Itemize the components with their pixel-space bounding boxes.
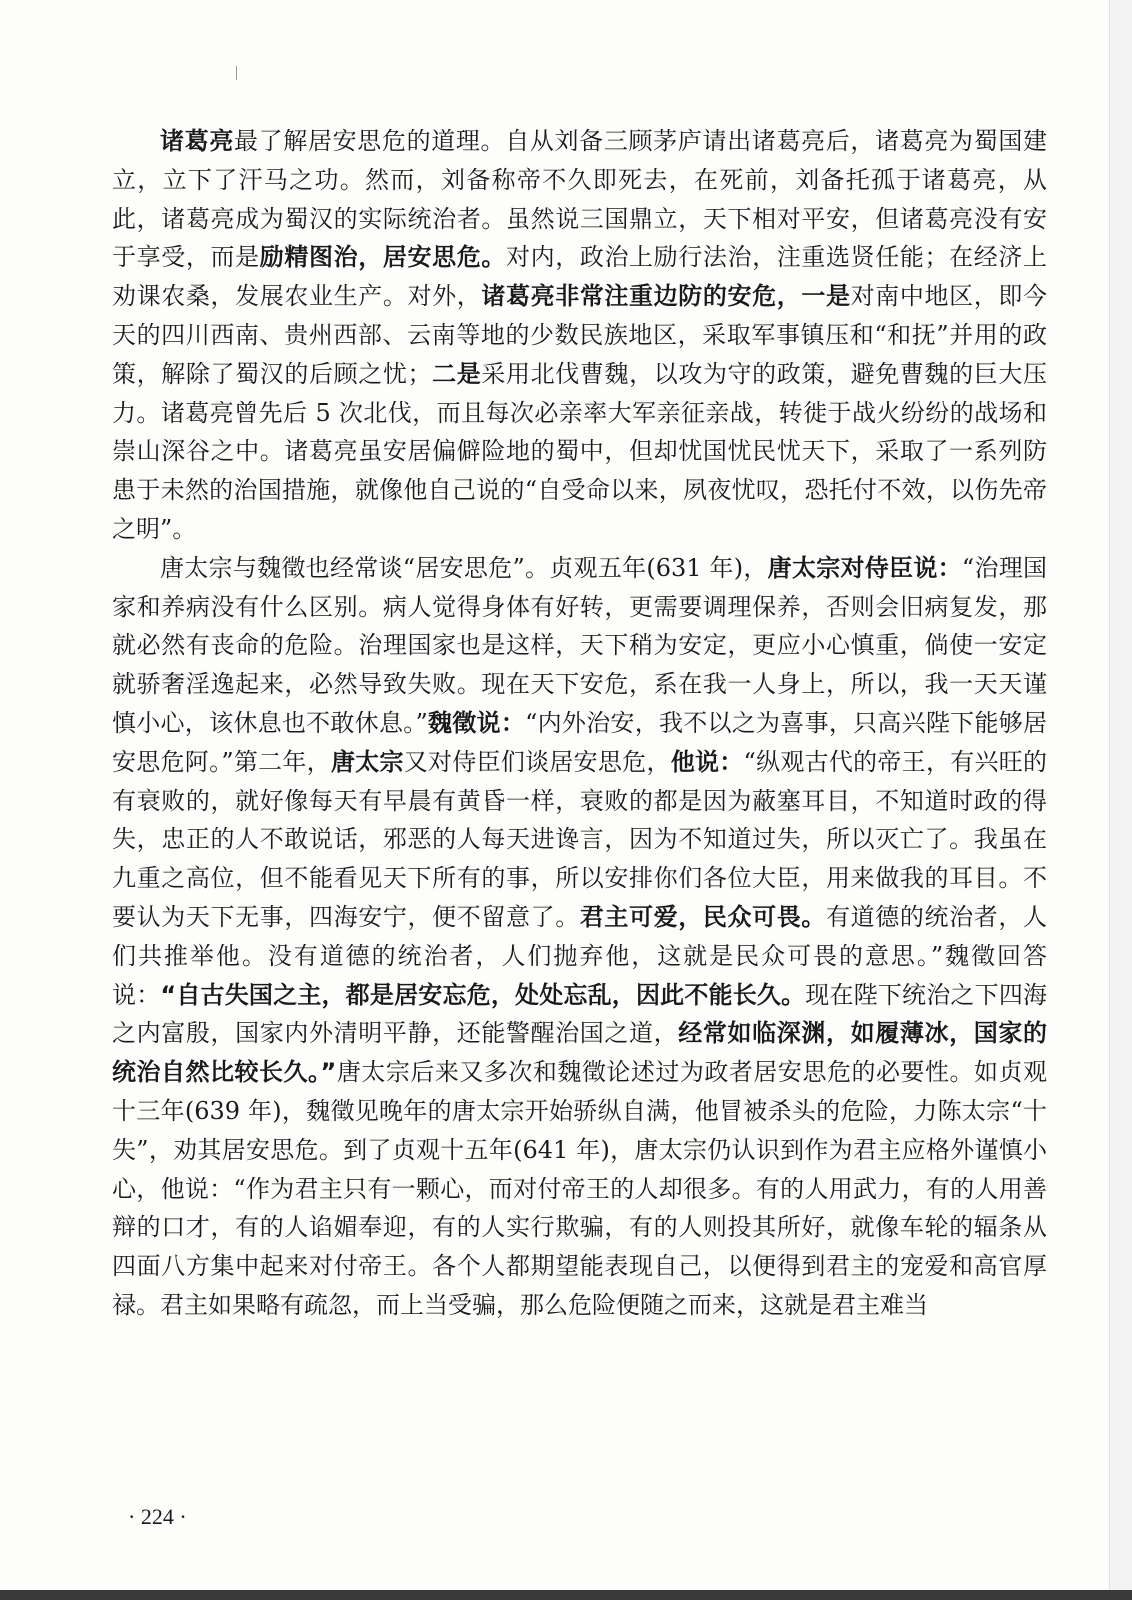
bold-span: 他说： bbox=[670, 747, 744, 776]
page-number: · 224 · bbox=[128, 1504, 187, 1529]
text-span: 对内，政治上励行法治，注重选贤任能；在经济上劝课农桑，发展农业生产。对外， bbox=[112, 243, 1048, 311]
text-span: 唐太宗后来又多次和魏徵论述过为政者居安思危的必要性。如贞观十三年(639 年)，魏徵见晚年的唐太宗开始骄纵自满，他冒被杀头的危险，力陈太宗“十失”，劝其居安思危。到了贞观十五年(641 年)，唐太宗仍认识到作为君主应格外谨慎小心，他说：“作为君主只有一颗心，而对付帝王的人却很多。有的人用武力，有的人用善辩的口才，有的人谄媚奉迎，有的人实行欺骗，有的人则投其所好，就像车轮的辐条从四面八方集中起来对付帝王。各个人都期望能表现自己，以便得到君主的宠爱和高官厚禄。君主如果略有疏忽，而上当受骗，那么危险便随之而来，这就是君主难当 bbox=[112, 1058, 1047, 1319]
scan-mark bbox=[236, 66, 237, 80]
text-span: 最了解居安思危的道理。自从刘备三顾茅庐请出诸葛亮后，诸葛亮为蜀国建立，立下了汗马之功。然而，刘备称帝不久即死去，在死前，刘备托孤于诸葛亮，从此，诸葛亮成为蜀汉的实际统治者。虽然说三国鼎立，天下相对平安，但诸葛亮没有安于享受，而是 bbox=[112, 127, 1048, 272]
text-span: “纵观古代的帝王，有兴旺的有衰败的，就好像每天有早晨有黄昏一样，衰败的都是因为蔽塞耳目，不知道时政的得失，忠正的人不敢说话，邪恶的人每天进谗言，因为不知道过失，所以灭亡了。我虽在九重之高位，但不能看见天下所有的事，所以安排你们各位大臣，用来做我的耳目。不要认为天下无事，四海安宁，便不留意了。 bbox=[112, 747, 1048, 931]
bold-span: 励精图治，居安思危。 bbox=[259, 243, 506, 272]
bold-span: “自古失国之主，都是居安忘危，处处忘乱，因此不能长久。 bbox=[160, 980, 806, 1009]
bold-span: 诸葛亮非常注重边防的安危，一是 bbox=[481, 282, 851, 311]
text-span: 对南中地区，即今天的四川西南、贵州西部、云南等地的少数民族地区，采取军事镇压和“和抚”并用的政策，解除了蜀汉的后顾之忧； bbox=[112, 282, 1048, 388]
bold-span: 二是 bbox=[431, 359, 482, 388]
text-span: 又对侍臣们谈居安思危， bbox=[403, 747, 671, 776]
text-span: “内外治安，我不以之为喜事，只高兴陛下能够居安思危阿。”第二年， bbox=[112, 708, 1047, 776]
text-span: “治理国家和养病没有什么区别。病人觉得身体有好转，更需要调理保养，否则会旧病复发，那就必然有丧命的危险。治理国家也是这样，天下稍为安定，更应小心慎重，倘使一安定就骄奢淫逸起来，必然导致失败。现在天下安危，系在我一人身上，所以，我一天天谨慎小心，该休息也不敢休息。” bbox=[112, 553, 1048, 737]
scan-bottom-edge bbox=[0, 1590, 1132, 1600]
bold-span: 唐太宗对侍臣说： bbox=[767, 553, 962, 582]
scan-edge-strip bbox=[1109, 0, 1132, 1600]
body-text bbox=[112, 122, 1047, 1325]
paragraph-zhuge-liang bbox=[112, 122, 1047, 549]
text-span: 唐太宗与魏徵也经常谈“居安思危”。贞观五年(631 年)， bbox=[160, 553, 768, 582]
bold-span: 诸葛亮 bbox=[160, 127, 234, 155]
paragraph-tang-taizong bbox=[112, 549, 1047, 1325]
bold-span: 魏徵说： bbox=[427, 708, 526, 737]
bold-span: 唐太宗 bbox=[330, 747, 404, 776]
bold-span: 经常如临深渊，如履薄冰，国家的统治自然比较长久。” bbox=[112, 1019, 1047, 1087]
text-span: 现在陛下统治之下四海之内富殷，国家内外清明平静，还能警醒治国之道， bbox=[112, 980, 1048, 1048]
bold-span: 君主可爱，民众可畏。 bbox=[579, 902, 827, 931]
text-span: 有道德的统治者，人们共推举他。没有道德的统治者，人们抛弃他，这就是民众可畏的意思。”魏徵回答说： bbox=[112, 902, 1048, 1009]
text-span: 采用北伐曹魏，以攻为守的政策，避免曹魏的巨大压力。诸葛亮曾先后 5 次北伐，而且每次必亲率大军亲征亲战，转徙于战火纷纷的战场和崇山深谷之中。诸葛亮虽安居偏僻险地的蜀中，但却忧国忧民忧天下，采取了一系列防患于未然的治国措施，就像他自己说的“自受命以来，夙夜忧叹，恐托付不效，以伤先帝之明”。 bbox=[112, 359, 1048, 543]
